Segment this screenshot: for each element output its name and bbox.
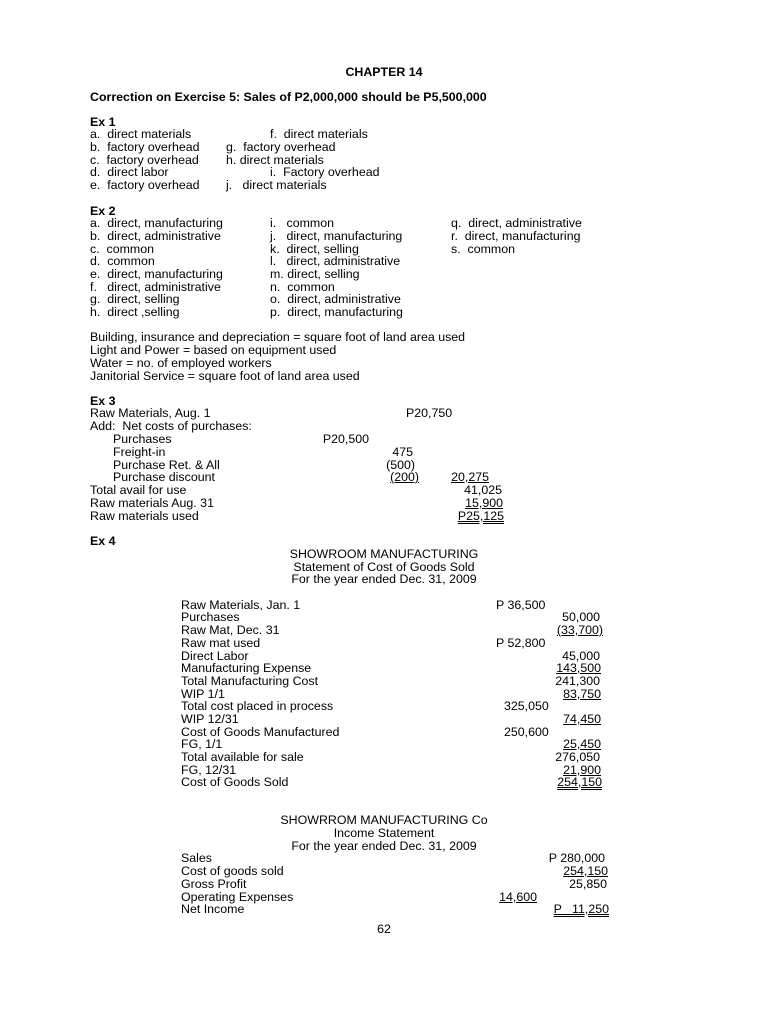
ex2-item-s: s. common bbox=[451, 242, 516, 256]
is-period: For the year ended Dec. 31, 2009 bbox=[291, 839, 477, 853]
is-row-value: 14,600 bbox=[499, 890, 537, 904]
ex1-item-f: f. direct materials bbox=[270, 127, 368, 141]
ex3-ret-value: (500) bbox=[386, 458, 415, 472]
cogs-row-value: 45,000 bbox=[562, 649, 600, 663]
ex3-avail-label: Total avail for use bbox=[90, 483, 187, 497]
ex2-item-l: l. direct, administrative bbox=[270, 254, 401, 268]
is-row-label: Gross Profit bbox=[181, 877, 247, 891]
ex3-disc-label: Purchase discount bbox=[113, 470, 215, 484]
is-row-value: P 11,250 bbox=[553, 902, 609, 916]
ex3-avail-value: 41,025 bbox=[464, 483, 502, 497]
cogs-row-value: (33,700) bbox=[556, 623, 603, 637]
ex2-item-m: m. direct, selling bbox=[270, 267, 360, 281]
cogs-row-label: Total available for sale bbox=[181, 750, 304, 764]
cogs-row-value: P 52,800 bbox=[496, 636, 546, 650]
ex1-item-i: i. Factory overhead bbox=[270, 165, 380, 179]
cogs-row-value: 250,600 bbox=[504, 725, 549, 739]
ex2-item-j: j. direct, manufacturing bbox=[270, 229, 403, 243]
ex4-heading: Ex 4 bbox=[90, 534, 116, 548]
is-row-label: Net Income bbox=[181, 902, 245, 916]
cogs-statement-title: Statement of Cost of Goods Sold bbox=[293, 560, 475, 574]
ex2-item-h: h. direct ,selling bbox=[90, 305, 180, 319]
ex2-item-d: d. common bbox=[90, 254, 155, 268]
ex3-add-label: Add: Net costs of purchases: bbox=[90, 419, 252, 433]
cogs-row-value: 325,050 bbox=[504, 699, 549, 713]
ex1-item-e: e. factory overhead bbox=[90, 178, 200, 192]
ex3-freight-value: 475 bbox=[392, 445, 413, 459]
ex3-raw-aug1-value: P20,750 bbox=[406, 406, 453, 420]
correction-note: Correction on Exercise 5: Sales of P2,000,000 should be P5,500,000 bbox=[90, 90, 487, 104]
ex3-freight-label: Freight-in bbox=[113, 445, 166, 459]
cogs-row-value: 50,000 bbox=[562, 610, 600, 624]
cogs-row-value: 276,050 bbox=[555, 750, 600, 764]
cogs-row-label: Direct Labor bbox=[181, 649, 249, 663]
ex3-used-value: P25,125 bbox=[457, 509, 504, 523]
cogs-row-value: 241,300 bbox=[555, 674, 600, 688]
ex3-ret-label: Purchase Ret. & All bbox=[113, 458, 220, 472]
cogs-row-label: Total cost placed in process bbox=[181, 699, 334, 713]
ex2-item-c: c. common bbox=[90, 242, 155, 256]
cogs-row-label: Raw mat used bbox=[181, 636, 261, 650]
ex2-basis-2: Light and Power = based on equipment used bbox=[90, 343, 337, 357]
cogs-row-label: Purchases bbox=[181, 610, 240, 624]
ex2-item-r: r. direct, manufacturing bbox=[451, 229, 581, 243]
ex1-item-b: b. factory overhead bbox=[90, 140, 200, 154]
ex3-raw-aug1-label: Raw Materials, Aug. 1 bbox=[90, 406, 211, 420]
cogs-period: For the year ended Dec. 31, 2009 bbox=[291, 572, 477, 586]
cogs-row-value: 254,150 bbox=[557, 775, 602, 789]
ex1-heading: Ex 1 bbox=[90, 115, 116, 129]
ex2-item-b: b. direct, administrative bbox=[90, 229, 221, 243]
cogs-row-label: WIP 1/1 bbox=[181, 687, 225, 701]
ex3-aug31-label: Raw materials Aug. 31 bbox=[90, 496, 214, 510]
is-row-value: 254,150 bbox=[563, 864, 608, 878]
ex1-item-j: j. direct materials bbox=[226, 178, 327, 192]
ex1-item-d: d. direct labor bbox=[90, 165, 169, 179]
ex2-item-o: o. direct, administrative bbox=[270, 292, 401, 306]
is-company-name: SHOWRROM MANUFACTURING Co bbox=[280, 813, 488, 827]
cogs-row-label: FG, 1/1 bbox=[181, 737, 223, 751]
cogs-row-value: P 36,500 bbox=[496, 598, 546, 612]
cogs-row-value: 25,450 bbox=[563, 737, 601, 751]
ex2-item-e: e. direct, manufacturing bbox=[90, 267, 223, 281]
is-row-value: P 280,000 bbox=[548, 851, 605, 865]
ex2-item-g: g. direct, selling bbox=[90, 292, 180, 306]
ex2-heading: Ex 2 bbox=[90, 204, 116, 218]
ex1-item-h: h. direct materials bbox=[226, 153, 324, 167]
is-statement-title: Income Statement bbox=[333, 826, 435, 840]
ex2-item-a: a. direct, manufacturing bbox=[90, 216, 223, 230]
ex2-basis-1: Building, insurance and depreciation = square foot of land area used bbox=[90, 330, 466, 344]
ex3-aug31-value: 15,900 bbox=[465, 496, 503, 510]
ex1-item-c: c. factory overhead bbox=[90, 153, 199, 167]
cogs-row-label: Total Manufacturing Cost bbox=[181, 674, 319, 688]
is-row-value: 25,850 bbox=[569, 877, 607, 891]
chapter-title: CHAPTER 14 bbox=[345, 65, 423, 79]
ex2-item-k: k. direct, selling bbox=[270, 242, 359, 256]
cogs-row-value: 74,450 bbox=[563, 712, 601, 726]
cogs-company-name: SHOWROOM MANUFACTURING bbox=[289, 547, 479, 561]
is-row-label: Sales bbox=[181, 851, 212, 865]
cogs-row-label: Manufacturing Expense bbox=[181, 661, 312, 675]
ex2-item-n: n. common bbox=[270, 280, 335, 294]
cogs-row-label: FG, 12/31 bbox=[181, 763, 237, 777]
ex2-item-q: q. direct, administrative bbox=[451, 216, 582, 230]
ex2-item-f: f. direct, administrative bbox=[90, 280, 221, 294]
ex2-basis-3: Water = no. of employed workers bbox=[90, 356, 272, 370]
cogs-row-label: Raw Mat, Dec. 31 bbox=[181, 623, 280, 637]
cogs-row-label: Cost of Goods Manufactured bbox=[181, 725, 340, 739]
ex3-disc-value: (200) bbox=[390, 470, 419, 484]
ex3-used-label: Raw materials used bbox=[90, 509, 199, 523]
ex1-item-a: a. direct materials bbox=[90, 127, 192, 141]
cogs-row-label: WIP 12/31 bbox=[181, 712, 239, 726]
ex3-heading: Ex 3 bbox=[90, 394, 116, 408]
ex2-basis-4: Janitorial Service = square foot of land area used bbox=[90, 369, 360, 383]
ex3-net-value: 20,275 bbox=[451, 470, 489, 484]
ex3-purchases-value: P20,500 bbox=[322, 432, 369, 446]
ex2-item-i: i. common bbox=[270, 216, 335, 230]
cogs-row-value: 143,500 bbox=[556, 661, 601, 675]
cogs-row-label: Raw Materials, Jan. 1 bbox=[181, 598, 301, 612]
cogs-row-value: 21,900 bbox=[563, 763, 601, 777]
ex3-purchases-label: Purchases bbox=[113, 432, 172, 446]
page-number: 62 bbox=[377, 922, 391, 936]
ex1-item-g: g. factory overhead bbox=[226, 140, 336, 154]
cogs-row-label: Cost of Goods Sold bbox=[181, 775, 289, 789]
is-row-label: Cost of goods sold bbox=[181, 864, 284, 878]
cogs-row-value: 83,750 bbox=[563, 687, 601, 701]
is-row-label: Operating Expenses bbox=[181, 890, 294, 904]
ex2-item-p: p. direct, manufacturing bbox=[270, 305, 403, 319]
